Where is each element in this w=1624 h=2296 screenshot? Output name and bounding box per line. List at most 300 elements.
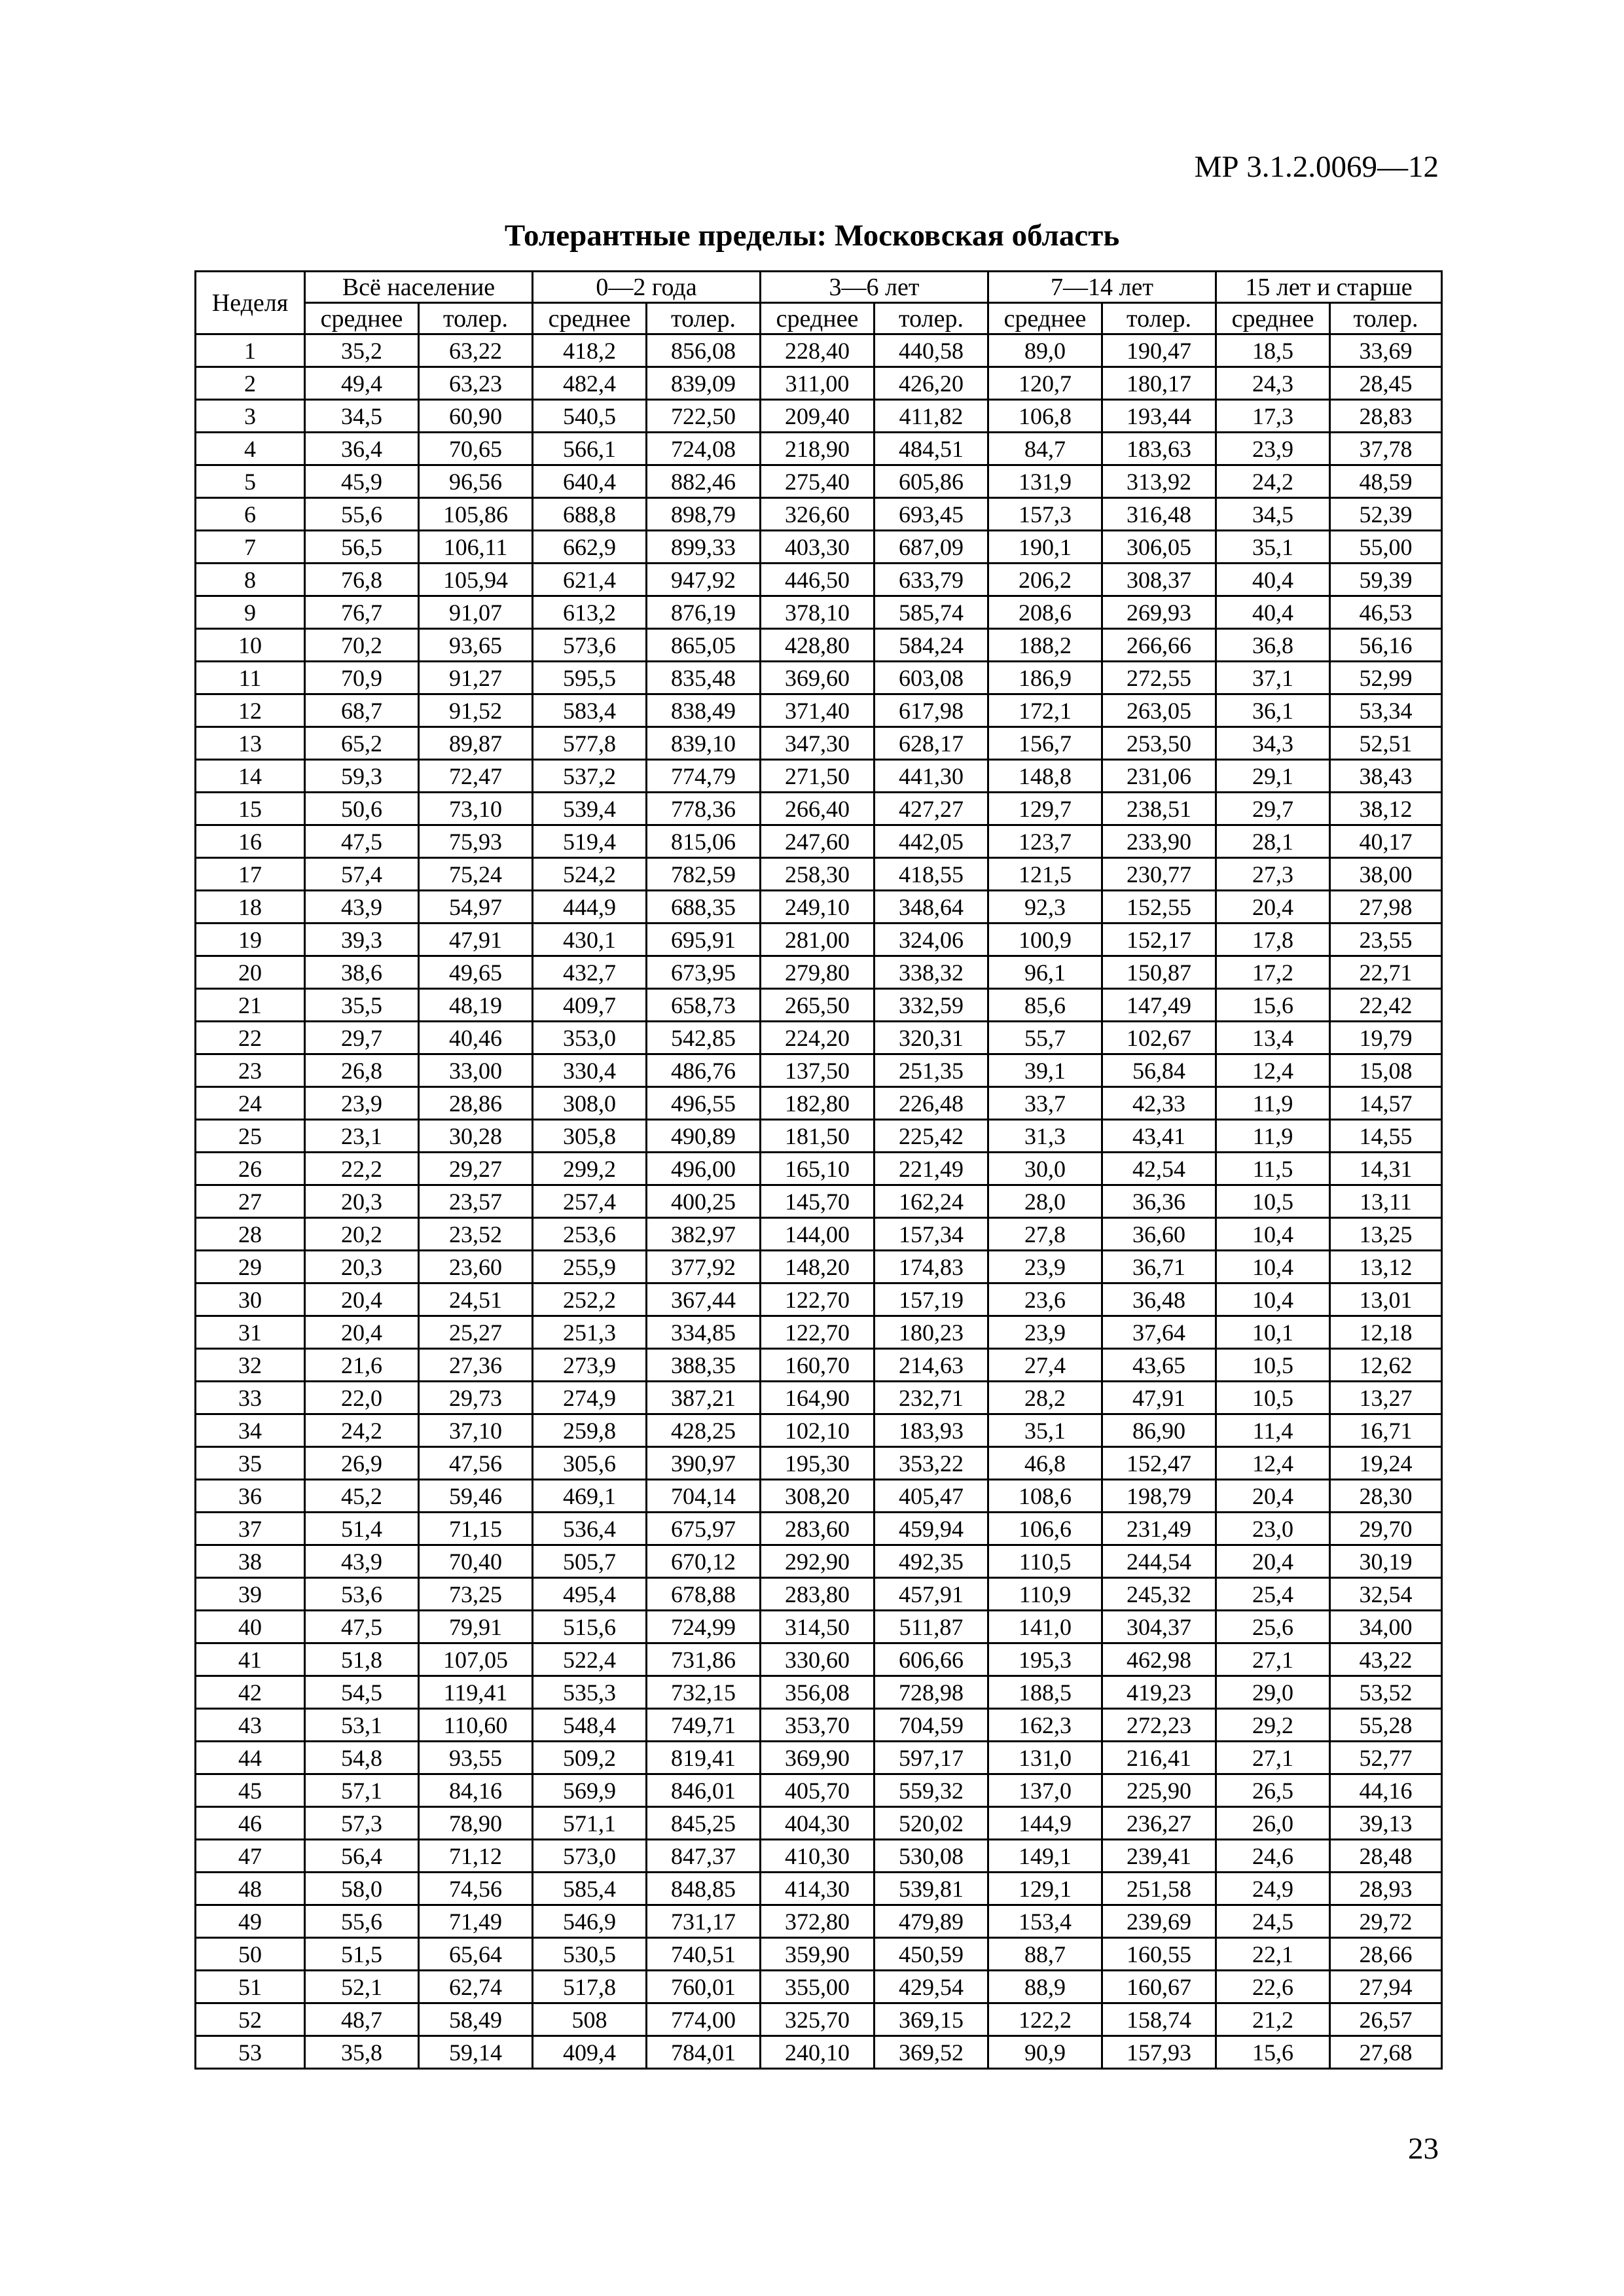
table-cell: 484,51 (875, 433, 988, 465)
table-cell: 687,09 (875, 531, 988, 564)
table-cell: 269,93 (1102, 596, 1216, 629)
table-cell: 56,4 (305, 1840, 419, 1873)
table-cell: 369,60 (761, 662, 875, 694)
table-cell: 190,1 (988, 531, 1102, 564)
table-cell: 148,20 (761, 1251, 875, 1283)
table-cell: 778,36 (647, 793, 761, 825)
table-cell: 400,25 (647, 1185, 761, 1218)
table-row (196, 1676, 1442, 1709)
table-cell: 633,79 (875, 564, 988, 596)
week-cell: 29 (196, 1251, 305, 1283)
table-cell: 774,00 (647, 2003, 761, 2036)
table-cell: 257,4 (533, 1185, 647, 1218)
table-cell: 29,72 (1330, 1905, 1442, 1938)
table-cell: 405,70 (761, 1774, 875, 1807)
table-cell: 369,52 (875, 2036, 988, 2069)
table-cell: 606,66 (875, 1643, 988, 1676)
table-cell: 429,54 (875, 1971, 988, 2003)
table-cell: 279,80 (761, 956, 875, 989)
table-cell: 496,55 (647, 1087, 761, 1120)
table-cell: 40,46 (419, 1022, 533, 1054)
table-cell: 14,57 (1330, 1087, 1442, 1120)
table-cell: 233,90 (1102, 825, 1216, 858)
table-cell: 535,3 (533, 1676, 647, 1709)
table-cell: 29,70 (1330, 1513, 1442, 1545)
table-cell: 193,44 (1102, 400, 1216, 433)
table-cell: 530,08 (875, 1840, 988, 1873)
table-cell: 228,40 (761, 334, 875, 367)
table-cell: 29,0 (1216, 1676, 1330, 1709)
table-cell: 441,30 (875, 760, 988, 793)
table-cell: 724,08 (647, 433, 761, 465)
table-cell: 34,5 (1216, 498, 1330, 531)
table-row (196, 662, 1442, 694)
table-cell: 152,47 (1102, 1447, 1216, 1480)
table-cell: 658,73 (647, 989, 761, 1022)
table-cell: 356,08 (761, 1676, 875, 1709)
table-cell: 678,88 (647, 1578, 761, 1611)
table-cell: 20,3 (305, 1185, 419, 1218)
table-cell: 221,49 (875, 1153, 988, 1185)
table-cell: 29,7 (305, 1022, 419, 1054)
table-cell: 28,0 (988, 1185, 1102, 1218)
table-cell: 93,65 (419, 629, 533, 662)
table-cell: 107,05 (419, 1643, 533, 1676)
table-cell: 36,71 (1102, 1251, 1216, 1283)
group-header-0-2: 0—2 года (533, 272, 761, 303)
table-cell: 11,4 (1216, 1414, 1330, 1447)
table-cell: 105,94 (419, 564, 533, 596)
table-cell: 266,66 (1102, 629, 1216, 662)
table-cell: 160,67 (1102, 1971, 1216, 2003)
table-cell: 249,10 (761, 891, 875, 924)
table-cell: 13,27 (1330, 1382, 1442, 1414)
table-cell: 621,4 (533, 564, 647, 596)
table-cell: 259,8 (533, 1414, 647, 1447)
table-row (196, 825, 1442, 858)
week-cell: 14 (196, 760, 305, 793)
table-body (196, 334, 1442, 2069)
week-cell: 52 (196, 2003, 305, 2036)
week-cell: 2 (196, 367, 305, 400)
week-cell: 51 (196, 1971, 305, 2003)
table-cell: 55,6 (305, 1905, 419, 1938)
table-cell: 271,50 (761, 760, 875, 793)
table-cell: 450,59 (875, 1938, 988, 1971)
table-cell: 91,27 (419, 662, 533, 694)
table-cell: 47,5 (305, 1611, 419, 1643)
table-cell: 330,4 (533, 1054, 647, 1087)
table-cell: 152,17 (1102, 924, 1216, 956)
table-cell: 72,47 (419, 760, 533, 793)
week-cell: 49 (196, 1905, 305, 1938)
tolerance-limits-table (194, 270, 1443, 2070)
table-cell: 573,6 (533, 629, 647, 662)
table-cell: 311,00 (761, 367, 875, 400)
table-row (196, 1218, 1442, 1251)
table-cell: 359,90 (761, 1938, 875, 1971)
table-cell: 13,25 (1330, 1218, 1442, 1251)
table-cell: 100,9 (988, 924, 1102, 956)
table-cell: 25,6 (1216, 1611, 1330, 1643)
table-cell: 36,36 (1102, 1185, 1216, 1218)
table-cell: 23,9 (988, 1316, 1102, 1349)
table-cell: 106,6 (988, 1513, 1102, 1545)
table-cell: 25,4 (1216, 1578, 1330, 1611)
table-cell: 156,7 (988, 727, 1102, 760)
table-cell: 88,9 (988, 1971, 1102, 2003)
table-cell: 165,10 (761, 1153, 875, 1185)
table-cell: 76,7 (305, 596, 419, 629)
table-cell: 348,64 (875, 891, 988, 924)
table-cell: 428,80 (761, 629, 875, 662)
table-cell: 409,7 (533, 989, 647, 1022)
table-cell: 33,00 (419, 1054, 533, 1087)
table-row (196, 1283, 1442, 1316)
table-cell: 158,74 (1102, 2003, 1216, 2036)
table-cell: 13,4 (1216, 1022, 1330, 1054)
week-cell: 53 (196, 2036, 305, 2069)
table-row (196, 1480, 1442, 1513)
table-cell: 20,3 (305, 1251, 419, 1283)
table-cell: 102,67 (1102, 1022, 1216, 1054)
table-cell: 70,65 (419, 433, 533, 465)
table-cell: 542,85 (647, 1022, 761, 1054)
table-cell: 37,78 (1330, 433, 1442, 465)
week-cell: 5 (196, 465, 305, 498)
table-cell: 418,55 (875, 858, 988, 891)
table-cell: 12,4 (1216, 1447, 1330, 1480)
table-cell: 29,1 (1216, 760, 1330, 793)
table-cell: 183,93 (875, 1414, 988, 1447)
table-row (196, 956, 1442, 989)
table-cell: 26,8 (305, 1054, 419, 1087)
table-cell: 479,89 (875, 1905, 988, 1938)
table-row (196, 1054, 1442, 1087)
page-number: 23 (1408, 2132, 1439, 2166)
table-cell: 252,2 (533, 1283, 647, 1316)
table-row (196, 1153, 1442, 1185)
table-cell: 119,41 (419, 1676, 533, 1709)
week-cell: 35 (196, 1447, 305, 1480)
week-cell: 50 (196, 1938, 305, 1971)
table-cell: 23,9 (305, 1087, 419, 1120)
table-cell: 539,81 (875, 1873, 988, 1905)
table-cell: 46,8 (988, 1447, 1102, 1480)
table-cell: 45,9 (305, 465, 419, 498)
table-row (196, 400, 1442, 433)
table-cell: 188,5 (988, 1676, 1102, 1709)
table-row (196, 1873, 1442, 1905)
table-cell: 258,30 (761, 858, 875, 891)
table-cell: 208,6 (988, 596, 1102, 629)
sub-header-mean: среднее (761, 303, 875, 334)
table-row (196, 1349, 1442, 1382)
table-cell: 251,3 (533, 1316, 647, 1349)
table-cell: 426,20 (875, 367, 988, 400)
table-cell: 23,60 (419, 1251, 533, 1283)
week-cell: 30 (196, 1283, 305, 1316)
table-cell: 382,97 (647, 1218, 761, 1251)
table-cell: 120,7 (988, 367, 1102, 400)
week-cell: 20 (196, 956, 305, 989)
week-cell: 28 (196, 1218, 305, 1251)
table-cell: 495,4 (533, 1578, 647, 1611)
table-cell: 13,01 (1330, 1283, 1442, 1316)
week-cell: 10 (196, 629, 305, 662)
table-cell: 39,1 (988, 1054, 1102, 1087)
table-cell: 251,58 (1102, 1873, 1216, 1905)
table-cell: 78,90 (419, 1807, 533, 1840)
table-cell: 84,7 (988, 433, 1102, 465)
table-cell: 724,99 (647, 1611, 761, 1643)
table-cell: 43,41 (1102, 1120, 1216, 1153)
table-cell: 50,6 (305, 793, 419, 825)
table-cell: 595,5 (533, 662, 647, 694)
table-cell: 693,45 (875, 498, 988, 531)
table-cell: 28,86 (419, 1087, 533, 1120)
table-cell: 299,2 (533, 1153, 647, 1185)
table-row (196, 793, 1442, 825)
week-cell: 46 (196, 1807, 305, 1840)
table-cell: 530,5 (533, 1938, 647, 1971)
table-cell: 232,71 (875, 1382, 988, 1414)
table-cell: 13,12 (1330, 1251, 1442, 1283)
table-cell: 320,31 (875, 1022, 988, 1054)
week-cell: 8 (196, 564, 305, 596)
table-row (196, 1971, 1442, 2003)
table-cell: 195,3 (988, 1643, 1102, 1676)
table-cell: 517,8 (533, 1971, 647, 2003)
table-cell: 11,9 (1216, 1087, 1330, 1120)
week-cell: 3 (196, 400, 305, 433)
week-cell: 45 (196, 1774, 305, 1807)
week-cell: 37 (196, 1513, 305, 1545)
table-cell: 839,10 (647, 727, 761, 760)
sub-header-tolerance: толер. (419, 303, 533, 334)
table-cell: 39,3 (305, 924, 419, 956)
table-cell: 11,9 (1216, 1120, 1330, 1153)
table-cell: 314,50 (761, 1611, 875, 1643)
table-cell: 577,8 (533, 727, 647, 760)
week-cell: 43 (196, 1709, 305, 1742)
table-cell: 414,30 (761, 1873, 875, 1905)
table-cell: 418,2 (533, 334, 647, 367)
table-cell: 856,08 (647, 334, 761, 367)
table-cell: 569,9 (533, 1774, 647, 1807)
table-cell: 566,1 (533, 433, 647, 465)
table-cell: 28,83 (1330, 400, 1442, 433)
table-cell: 23,1 (305, 1120, 419, 1153)
table-cell: 206,2 (988, 564, 1102, 596)
table-cell: 190,47 (1102, 334, 1216, 367)
table-row (196, 1382, 1442, 1414)
table-cell: 86,90 (1102, 1414, 1216, 1447)
table-cell: 390,97 (647, 1447, 761, 1480)
table-cell: 56,16 (1330, 629, 1442, 662)
table-cell: 17,3 (1216, 400, 1330, 433)
week-cell: 19 (196, 924, 305, 956)
table-cell: 240,10 (761, 2036, 875, 2069)
table-cell: 266,40 (761, 793, 875, 825)
week-cell: 33 (196, 1382, 305, 1414)
table-cell: 835,48 (647, 662, 761, 694)
table-cell: 84,16 (419, 1774, 533, 1807)
table-cell: 53,1 (305, 1709, 419, 1742)
table-cell: 71,15 (419, 1513, 533, 1545)
table-cell: 27,1 (1216, 1742, 1330, 1774)
table-cell: 536,4 (533, 1513, 647, 1545)
table-cell: 52,1 (305, 1971, 419, 2003)
table-row (196, 1774, 1442, 1807)
table-cell: 585,4 (533, 1873, 647, 1905)
table-cell: 56,5 (305, 531, 419, 564)
table-cell: 326,60 (761, 498, 875, 531)
table-cell: 52,77 (1330, 1742, 1442, 1774)
table-cell: 23,57 (419, 1185, 533, 1218)
week-cell: 16 (196, 825, 305, 858)
table-cell: 515,6 (533, 1611, 647, 1643)
table-cell: 760,01 (647, 1971, 761, 2003)
table-row (196, 433, 1442, 465)
table-cell: 548,4 (533, 1709, 647, 1742)
table-cell: 283,60 (761, 1513, 875, 1545)
table-cell: 272,23 (1102, 1709, 1216, 1742)
table-cell: 819,41 (647, 1742, 761, 1774)
table-row (196, 1807, 1442, 1840)
week-cell: 31 (196, 1316, 305, 1349)
table-cell: 353,22 (875, 1447, 988, 1480)
table-cell: 216,41 (1102, 1742, 1216, 1774)
table-cell: 157,19 (875, 1283, 988, 1316)
table-cell: 52,51 (1330, 727, 1442, 760)
table-cell: 15,6 (1216, 2036, 1330, 2069)
table-cell: 85,6 (988, 989, 1102, 1022)
table-cell: 29,7 (1216, 793, 1330, 825)
table-cell: 54,8 (305, 1742, 419, 1774)
table-cell: 15,08 (1330, 1054, 1442, 1087)
table-cell: 23,9 (1216, 433, 1330, 465)
table-cell: 24,5 (1216, 1905, 1330, 1938)
table-cell: 330,60 (761, 1643, 875, 1676)
table-cell: 129,7 (988, 793, 1102, 825)
table-cell: 308,0 (533, 1087, 647, 1120)
table-cell: 182,80 (761, 1087, 875, 1120)
table-cell: 316,48 (1102, 498, 1216, 531)
table-cell: 275,40 (761, 465, 875, 498)
table-cell: 55,00 (1330, 531, 1442, 564)
table-cell: 51,8 (305, 1643, 419, 1676)
table-cell: 670,12 (647, 1545, 761, 1578)
week-cell: 13 (196, 727, 305, 760)
table-cell: 29,2 (1216, 1709, 1330, 1742)
group-header-7-14: 7—14 лет (988, 272, 1216, 303)
table-cell: 281,00 (761, 924, 875, 956)
table-cell: 43,9 (305, 891, 419, 924)
table-row (196, 727, 1442, 760)
table-cell: 520,02 (875, 1807, 988, 1840)
table-row (196, 1185, 1442, 1218)
table-cell: 27,94 (1330, 1971, 1442, 2003)
table-cell: 411,82 (875, 400, 988, 433)
table-cell: 110,5 (988, 1545, 1102, 1578)
table-cell: 40,4 (1216, 564, 1330, 596)
table-cell: 96,1 (988, 956, 1102, 989)
header-row-groups (196, 272, 1442, 303)
table-cell: 371,40 (761, 694, 875, 727)
table-cell: 195,30 (761, 1447, 875, 1480)
week-cell: 24 (196, 1087, 305, 1120)
table-cell: 88,7 (988, 1938, 1102, 1971)
table-cell: 137,50 (761, 1054, 875, 1087)
week-cell: 15 (196, 793, 305, 825)
table-cell: 10,4 (1216, 1251, 1330, 1283)
table-cell: 245,32 (1102, 1578, 1216, 1611)
table-cell: 106,11 (419, 531, 533, 564)
table-cell: 236,27 (1102, 1807, 1216, 1840)
table-cell: 325,70 (761, 2003, 875, 2036)
table-cell: 585,74 (875, 596, 988, 629)
week-cell: 26 (196, 1153, 305, 1185)
week-cell: 18 (196, 891, 305, 924)
table-cell: 505,7 (533, 1545, 647, 1578)
table-cell: 251,35 (875, 1054, 988, 1087)
table-cell: 122,2 (988, 2003, 1102, 2036)
table-cell: 273,9 (533, 1349, 647, 1382)
table-cell: 47,91 (1102, 1382, 1216, 1414)
table-cell: 410,30 (761, 1840, 875, 1873)
table-cell: 332,59 (875, 989, 988, 1022)
table-cell: 27,8 (988, 1218, 1102, 1251)
table-cell: 253,50 (1102, 727, 1216, 760)
table-cell: 584,24 (875, 629, 988, 662)
table-cell: 427,27 (875, 793, 988, 825)
table-cell: 24,6 (1216, 1840, 1330, 1873)
week-cell: 6 (196, 498, 305, 531)
table-cell: 571,1 (533, 1807, 647, 1840)
table-cell: 617,98 (875, 694, 988, 727)
table-row (196, 760, 1442, 793)
table-cell: 369,15 (875, 2003, 988, 2036)
table-cell: 338,32 (875, 956, 988, 989)
table-cell: 688,8 (533, 498, 647, 531)
table-cell: 12,18 (1330, 1316, 1442, 1349)
table-cell: 122,70 (761, 1316, 875, 1349)
week-cell: 23 (196, 1054, 305, 1087)
table-cell: 92,3 (988, 891, 1102, 924)
table-row (196, 1316, 1442, 1349)
table-cell: 239,69 (1102, 1905, 1216, 1938)
table-cell: 89,0 (988, 334, 1102, 367)
table-cell: 22,42 (1330, 989, 1442, 1022)
table-cell: 446,50 (761, 564, 875, 596)
table-cell: 695,91 (647, 924, 761, 956)
table-cell: 34,00 (1330, 1611, 1442, 1643)
table-cell: 225,90 (1102, 1774, 1216, 1807)
table-cell: 79,91 (419, 1611, 533, 1643)
table-cell: 23,52 (419, 1218, 533, 1251)
table-cell: 48,7 (305, 2003, 419, 2036)
table-cell: 26,9 (305, 1447, 419, 1480)
table-cell: 24,2 (1216, 465, 1330, 498)
table-cell: 238,51 (1102, 793, 1216, 825)
week-cell: 34 (196, 1414, 305, 1447)
table-cell: 20,2 (305, 1218, 419, 1251)
table-cell: 573,0 (533, 1840, 647, 1873)
table-cell: 732,15 (647, 1676, 761, 1709)
table-cell: 45,2 (305, 1480, 419, 1513)
table-cell: 17,8 (1216, 924, 1330, 956)
